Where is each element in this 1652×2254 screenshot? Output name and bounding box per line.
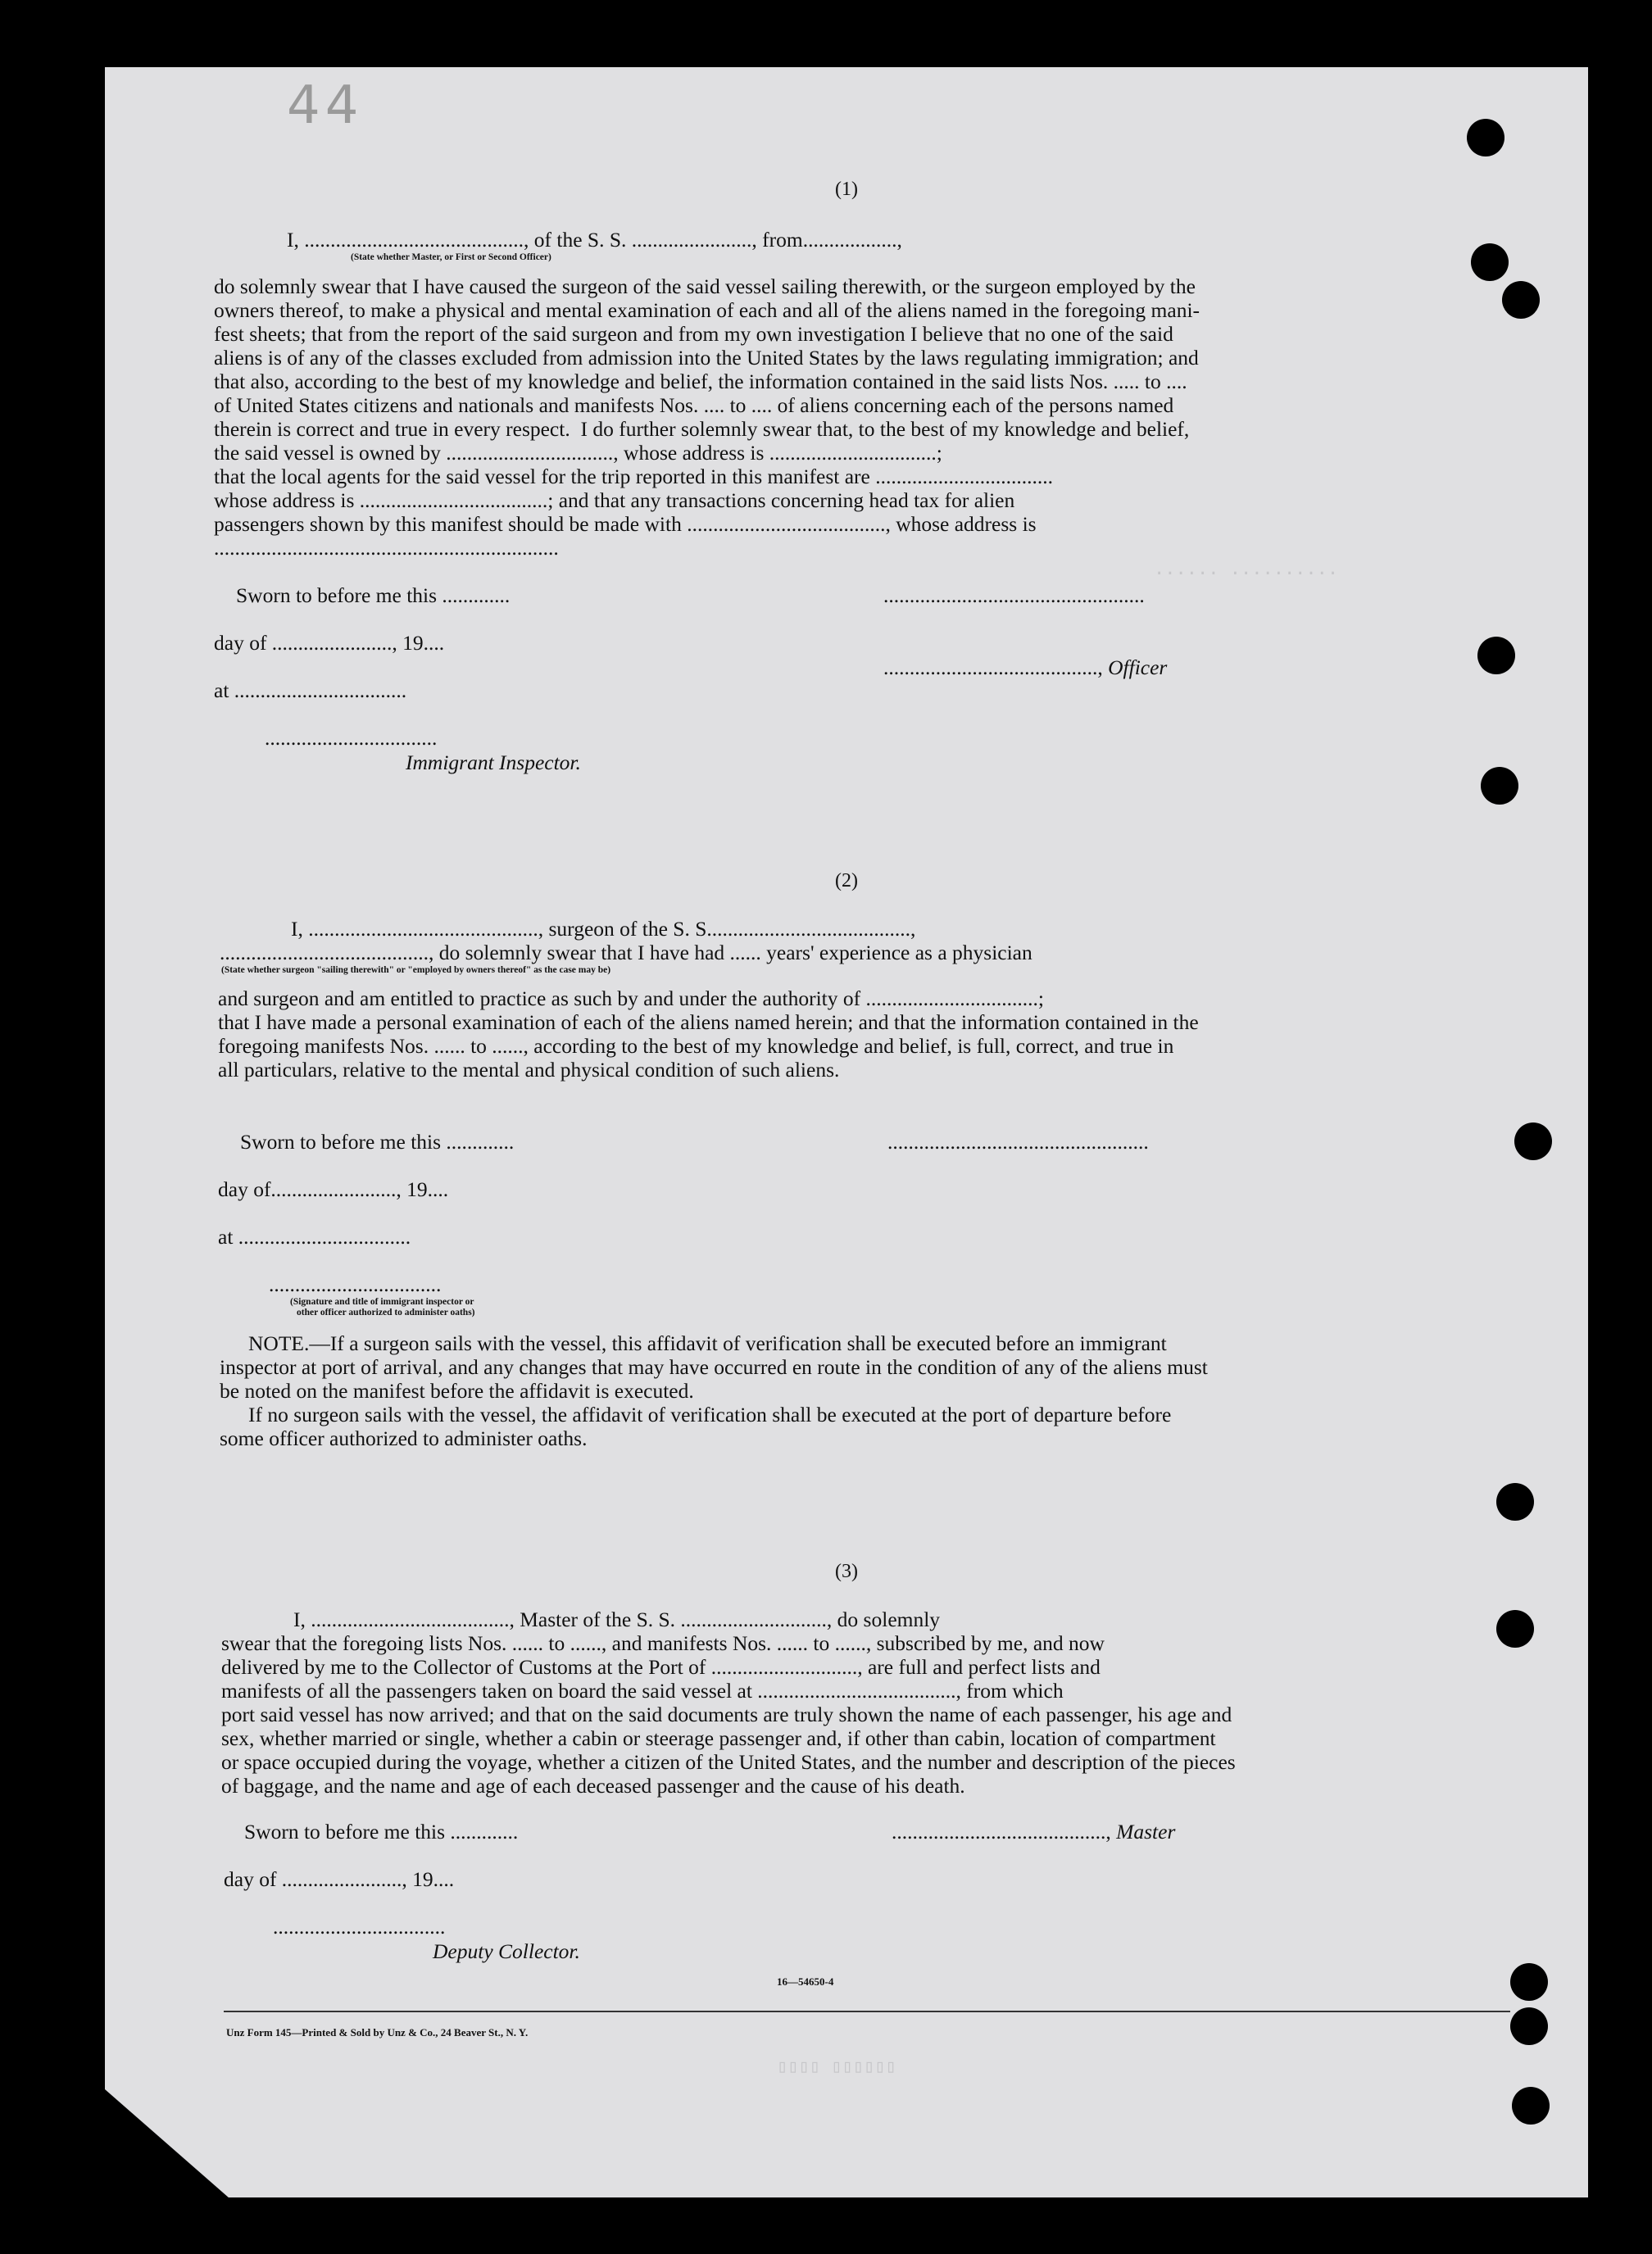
section1-body-5: of United States citizens and nationals and manifests Nos. .... to .... of aliens concerning each of the persons named bbox=[214, 393, 1174, 417]
section3-signature-label: Deputy Collector. bbox=[433, 1939, 580, 1963]
punch-hole bbox=[1496, 1610, 1534, 1648]
section1-body-1: owners thereof, to make a physical and mental examination of each and all of the aliens named in the foregoing mani- bbox=[214, 298, 1200, 322]
form-code: 16—54650-4 bbox=[777, 1975, 834, 1988]
section1-line1: I, .........................................., of the S. S. ......................., from.................., bbox=[287, 228, 902, 252]
section2-day: day of........................, 19.... bbox=[218, 1177, 449, 1201]
folded-corner bbox=[105, 2089, 236, 2204]
section1-body-9: whose address is ....................................; and that any transactions concerning head tax for alien bbox=[214, 488, 1015, 512]
section2-sworn: Sworn to before me this ............. bbox=[240, 1130, 515, 1154]
section1-line1-note: (State whether Master, or First or Second Officer) bbox=[351, 252, 551, 262]
section3-body-7: of baggage, and the name and age of each deceased passenger and the cause of his death. bbox=[221, 1774, 965, 1798]
footer-rule bbox=[224, 2011, 1510, 2012]
section2-note-2: be noted on the manifest before the affidavit is executed. bbox=[220, 1379, 694, 1403]
section3-body-4: port said vessel has now arrived; and that on the said documents are truly shown the name of each passenger, his age and bbox=[221, 1703, 1232, 1726]
document-page bbox=[105, 67, 1588, 2197]
section1-number: (1) bbox=[835, 179, 858, 200]
section2-note-4: some officer authorized to administer oaths. bbox=[220, 1426, 588, 1450]
section2-note-3: If no surgeon sails with the vessel, the affidavit of verification shall be executed at the port of departure before bbox=[248, 1403, 1172, 1426]
section1-body-7: the said vessel is owned by ................................, whose address is ................................; bbox=[214, 441, 942, 465]
section1-body-3: aliens is of any of the classes excluded from admission into the United States by the laws regulating immigration; and bbox=[214, 346, 1199, 370]
section2-line2: ........................................, do solemnly swear that I have had ...... years' experience as a physician bbox=[220, 941, 1032, 964]
section2-note-1: inspector at port of arrival, and any changes that may have occurred en route in the condition of any of the aliens must bbox=[220, 1355, 1208, 1379]
section3-body-2: delivered by me to the Collector of Customs at the Port of ............................, are full and perfect lists and bbox=[221, 1655, 1101, 1679]
section2-number: (2) bbox=[835, 870, 858, 891]
section2-line2-note: (State whether surgeon "sailing therewith" or "employed by owners thereof" as the case may be) bbox=[221, 965, 611, 975]
punch-hole bbox=[1512, 2087, 1550, 2125]
punch-hole bbox=[1502, 281, 1540, 319]
section2-line1: I, ............................................, surgeon of the S. S......................................., bbox=[291, 917, 916, 941]
section1-body-8: that the local agents for the said vessel for the trip reported in this manifest are .................................. bbox=[214, 465, 1053, 488]
section1-body-0: do solemnly swear that I have caused the surgeon of the said vessel sailing therewith, or the surgeon employed by the bbox=[214, 274, 1196, 298]
section3-signature-line: ................................. bbox=[273, 1915, 446, 1939]
section1-signature-label: Immigrant Inspector. bbox=[406, 751, 581, 774]
punch-hole bbox=[1467, 119, 1504, 156]
section2-signature-line: ................................. bbox=[269, 1272, 442, 1296]
section3-number: (3) bbox=[835, 1561, 858, 1582]
punch-hole bbox=[1514, 1122, 1552, 1160]
section3-body-3: manifests of all the passengers taken on board the said vessel at ......................................, from which bbox=[221, 1679, 1064, 1703]
section1-day: day of ......................., 19.... bbox=[214, 631, 445, 655]
section1-body-10: passengers shown by this manifest should be made with ......................................, whose address is bbox=[214, 512, 1037, 536]
punch-hole bbox=[1510, 2007, 1548, 2045]
punch-hole bbox=[1510, 1963, 1548, 2001]
bleed-through-text: ...... .......... bbox=[1154, 559, 1339, 579]
bleed-through-stamp: ▯▯▯▯ ▯▯▯▯▯▯ bbox=[777, 2057, 896, 2077]
section1-officer-line-2: ........................................., Officer bbox=[883, 655, 1168, 679]
section1-body-11: .................................................................. bbox=[214, 536, 559, 560]
section3-body-1: swear that the foregoing lists Nos. ...... to ......, and manifests Nos. ...... to ......, subscribed by me, and now bbox=[221, 1631, 1105, 1655]
punch-hole bbox=[1481, 767, 1518, 805]
section2-at: at ................................. bbox=[218, 1225, 411, 1249]
section2-signature-note-1: (Signature and title of immigrant inspector or bbox=[290, 1297, 474, 1307]
punch-hole bbox=[1496, 1483, 1534, 1521]
section2-body-0: and surgeon and am entitled to practice as such by and under the authority of .................................; bbox=[218, 986, 1044, 1010]
footer-printer-line: Unz Form 145—Printed & Sold by Unz & Co., 24 Beaver St., N. Y. bbox=[226, 2026, 529, 2039]
section1-body-6: therein is correct and true in every respect. I do further solemnly swear that, to the best of my knowledge and belief, bbox=[214, 417, 1190, 441]
section3-sworn: Sworn to before me this ............. bbox=[244, 1820, 519, 1844]
section3-body-0: I, ......................................, Master of the S. S. ............................, do solemnly bbox=[293, 1608, 941, 1631]
section2-note-0: NOTE.—If a surgeon sails with the vessel, this affidavit of verification shall be executed before an immigrant bbox=[248, 1331, 1167, 1355]
section1-at: at ................................. bbox=[214, 678, 407, 702]
section1-officer-line-1: .................................................. bbox=[883, 583, 1145, 607]
section1-body-4: that also, according to the best of my knowledge and belief, the information contained in the said lists Nos. ..... to .... bbox=[214, 370, 1187, 393]
section1-signature-line: ................................. bbox=[265, 726, 438, 750]
section3-day: day of ......................., 19.... bbox=[224, 1867, 455, 1891]
section2-right-line: .................................................. bbox=[887, 1130, 1149, 1154]
section1-sworn: Sworn to before me this ............. bbox=[236, 583, 511, 607]
punch-hole bbox=[1477, 637, 1515, 674]
section2-body-1: that I have made a personal examination of each of the aliens named herein; and that the information contained in the bbox=[218, 1010, 1199, 1034]
section2-body-3: all particulars, relative to the mental and physical condition of such aliens. bbox=[218, 1058, 840, 1082]
section3-body-6: or space occupied during the voyage, whether a citizen of the United States, and the number and description of the pieces bbox=[221, 1750, 1236, 1774]
section1-body-2: fest sheets; that from the report of the said surgeon and from my own investigation I believe that no one of the said bbox=[214, 322, 1173, 346]
section3-body-5: sex, whether married or single, whether a cabin or steerage passenger and, if other than cabin, location of compartment bbox=[221, 1726, 1216, 1750]
section3-master-line: ........................................., Master bbox=[892, 1820, 1176, 1844]
section2-signature-note-2: other officer authorized to administer oaths) bbox=[297, 1308, 475, 1317]
section2-body-2: foregoing manifests Nos. ...... to ......, according to the best of my knowledge and belief, is full, correct, and true in bbox=[218, 1034, 1174, 1058]
handwritten-page-number: 44 bbox=[287, 75, 364, 136]
punch-hole bbox=[1471, 243, 1509, 281]
